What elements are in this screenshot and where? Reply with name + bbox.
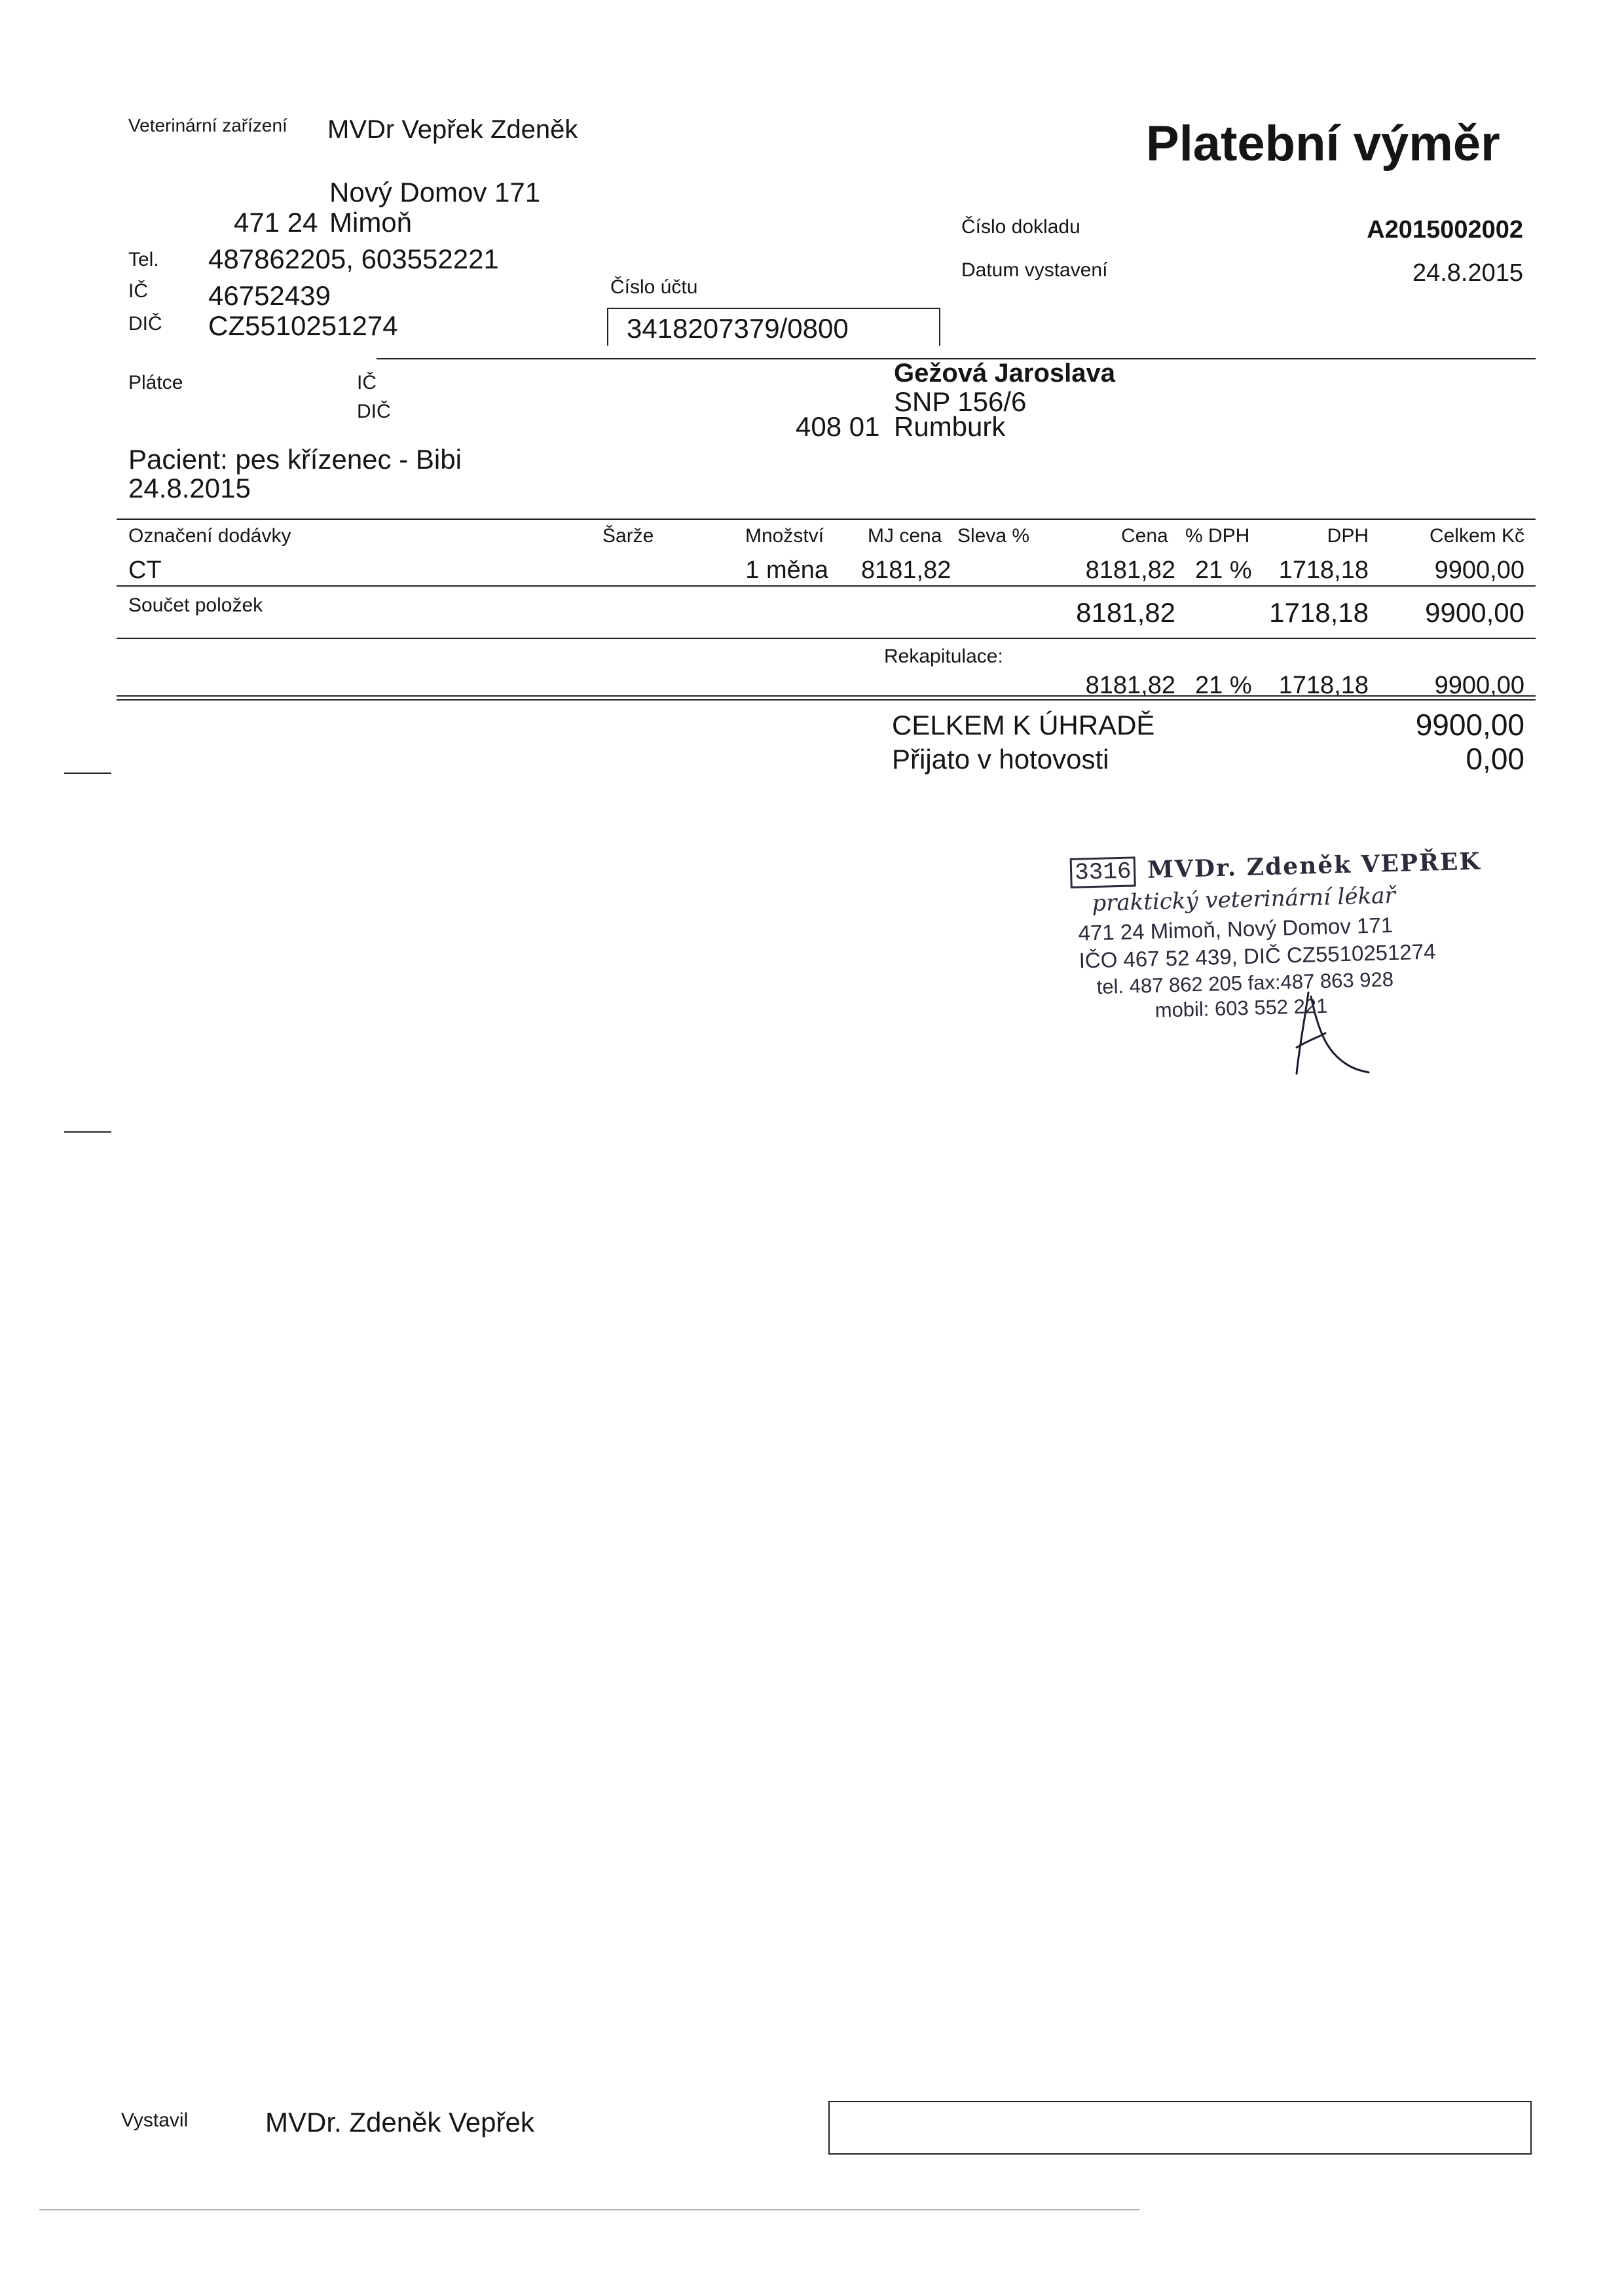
sum-label: Součet položek	[128, 594, 263, 616]
stamp-ids: IČO 467 52 439, DIČ CZ5510251274	[1079, 939, 1436, 973]
col-header-vat: DPH	[1327, 525, 1369, 547]
account-label: Číslo účtu	[610, 276, 698, 298]
issue-date-value: 24.8.2015	[1412, 259, 1523, 287]
col-header-unit-price: MJ cena	[868, 525, 942, 547]
issue-date-label: Datum vystavení	[961, 259, 1108, 281]
dic-value: CZ5510251274	[208, 310, 398, 341]
sum-rule	[117, 638, 1536, 639]
row-item: CT	[128, 556, 162, 584]
recap-rule-double	[117, 699, 1536, 701]
row-qty: 1 měna	[745, 556, 828, 584]
col-header-qty: Množství	[745, 525, 824, 547]
tel-value: 487862205, 603552221	[208, 244, 499, 274]
recap-vat: 1718,18	[1278, 672, 1369, 699]
col-header-price: Cena	[1121, 525, 1168, 547]
doc-number-label: Číslo dokladu	[961, 216, 1080, 238]
facility-zip: 471 24	[234, 207, 318, 238]
payer-name: Gežová Jaroslava	[894, 359, 1115, 388]
recap-rule	[117, 695, 1536, 697]
row-vat: 1718,18	[1278, 556, 1369, 584]
payer-city: Rumburk	[894, 411, 1006, 442]
to-pay-value: 9900,00	[1415, 708, 1524, 742]
ic-label: IČ	[128, 280, 148, 302]
document-title: Platební výměr	[1146, 116, 1500, 172]
tel-label: Tel.	[128, 249, 159, 270]
row-total: 9900,00	[1434, 556, 1524, 584]
doc-number-value: A2015002002	[1367, 216, 1523, 244]
stamp-phone-fax: tel. 487 862 205 fax:487 863 928	[1096, 968, 1394, 998]
punch-mark-top	[64, 773, 111, 774]
row-vat-pct: 21 %	[1195, 556, 1252, 584]
facility-name: MVDr Vepřek Zdeněk	[327, 115, 578, 144]
patient-info: Pacient: pes křízenec - Bibi	[128, 444, 462, 475]
table-top-rule	[117, 519, 1536, 520]
cash-value: 0,00	[1466, 742, 1524, 776]
signature-box	[828, 2101, 1532, 2155]
dic-label: DIČ	[128, 313, 162, 335]
to-pay-label: CELKEM K ÚHRADĚ	[892, 710, 1155, 740]
facility-label: Veterinární zařízení	[128, 115, 287, 136]
payer-dic-label: DIČ	[357, 401, 391, 422]
facility-city: Mimoň	[329, 207, 413, 238]
handwritten-signature	[1270, 982, 1401, 1087]
cash-label: Přijato v hotovosti	[892, 744, 1109, 774]
ic-value: 46752439	[208, 280, 331, 311]
stamp-address: 471 24 Mimoň, Nový Domov 171	[1078, 913, 1393, 945]
row-rule	[117, 585, 1536, 587]
col-header-discount: Sleva %	[957, 525, 1030, 547]
payer-ic-label: IČ	[357, 372, 377, 393]
stamp-mobile: mobil: 603 552 221	[1154, 994, 1328, 1022]
stamp-code: 3316	[1070, 856, 1137, 888]
recap-label: Rekapitulace:	[884, 646, 1003, 667]
stamp-profession: praktický veterinární lékař	[1091, 882, 1396, 917]
invoice-date: 24.8.2015	[128, 473, 251, 503]
recap-vat-pct: 21 %	[1195, 672, 1252, 699]
facility-street: Nový Domov 171	[329, 177, 541, 208]
col-header-item: Označení dodávky	[128, 525, 291, 547]
issued-by-value: MVDr. Zdeněk Vepřek	[265, 2107, 534, 2138]
row-price: 8181,82	[1085, 556, 1175, 584]
col-header-vat-pct: % DPH	[1185, 525, 1250, 547]
stamp-name: MVDr. Zdeněk VEPŘEK	[1147, 847, 1482, 884]
account-value: 3418207379/0800	[627, 313, 849, 344]
row-unit-price: 8181,82	[861, 556, 951, 584]
payer-street: SNP 156/6	[894, 386, 1027, 417]
issued-by-label: Vystavil	[121, 2109, 189, 2131]
recap-total: 9900,00	[1434, 672, 1524, 699]
sum-total: 9900,00	[1425, 597, 1524, 628]
col-header-batch: Šarže	[602, 525, 654, 547]
sum-vat: 1718,18	[1269, 597, 1369, 628]
recap-price: 8181,82	[1085, 672, 1175, 699]
col-header-total: Celkem Kč	[1429, 525, 1524, 547]
sum-price: 8181,82	[1076, 597, 1175, 628]
payer-label: Plátce	[128, 372, 183, 393]
punch-mark-bottom	[64, 1131, 111, 1133]
payer-zip: 408 01	[796, 411, 880, 442]
account-box	[607, 308, 940, 346]
